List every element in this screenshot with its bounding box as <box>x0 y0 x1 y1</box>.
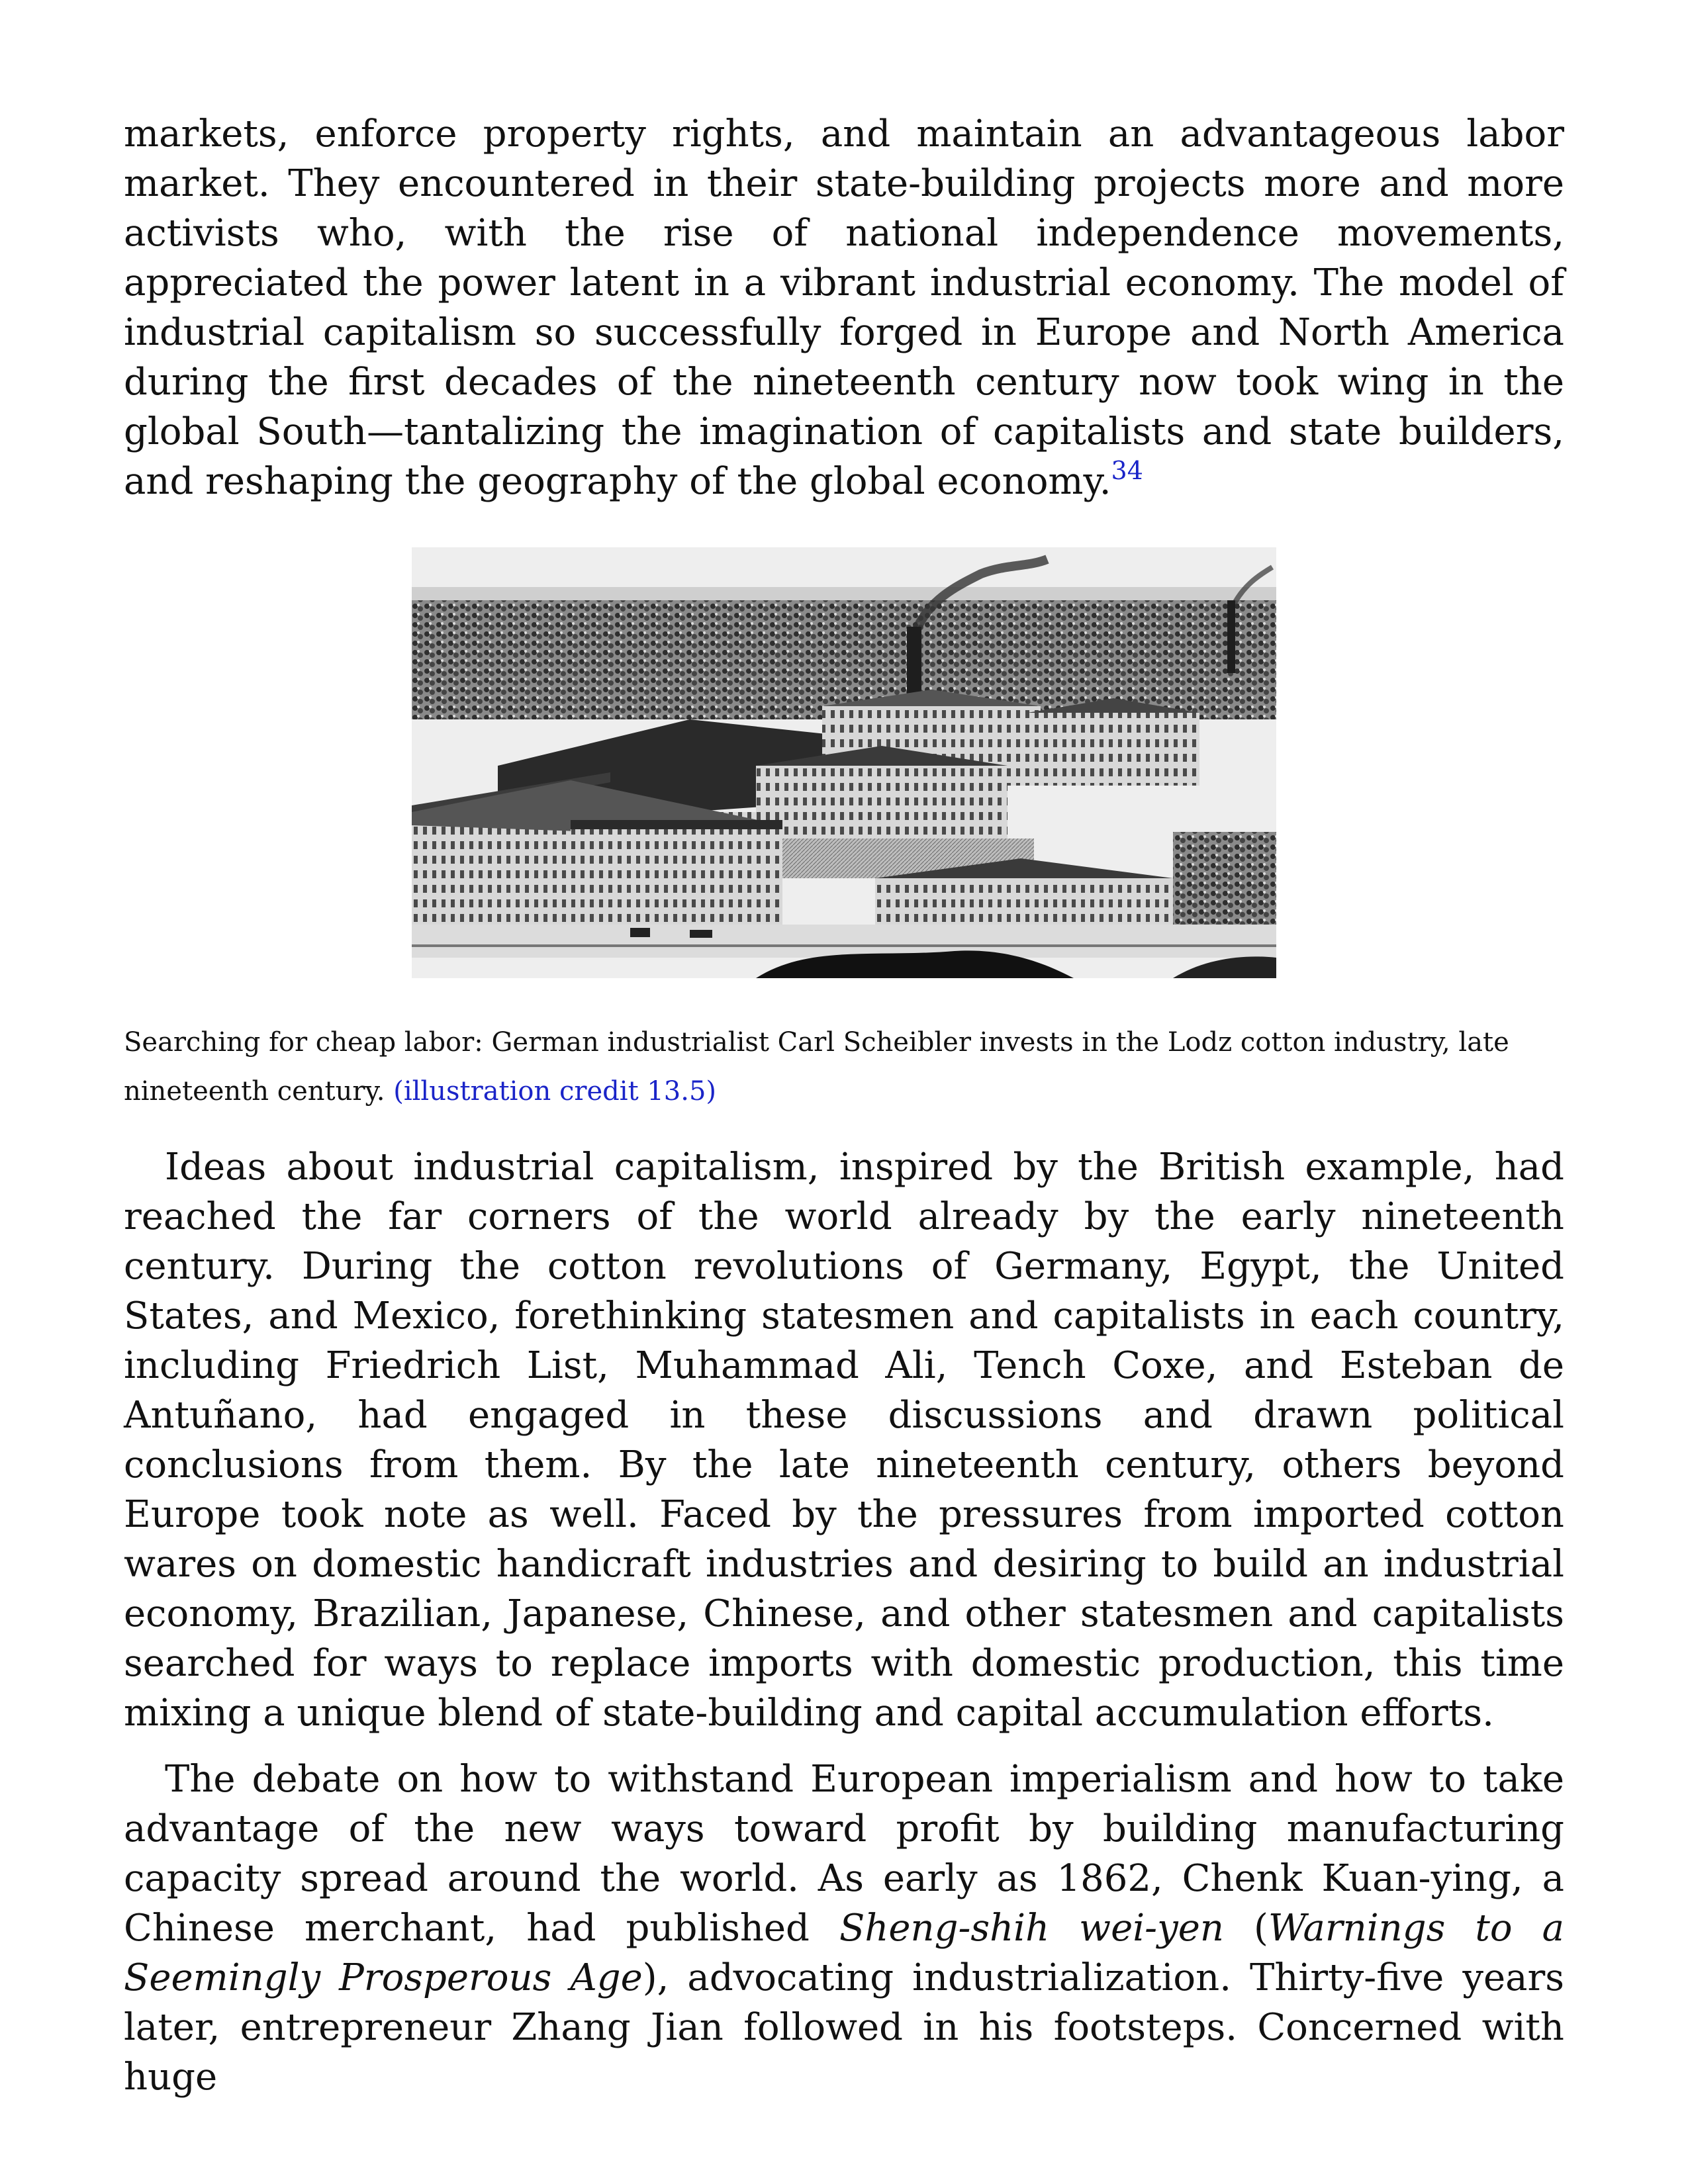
body-paragraph <box>124 109 1564 506</box>
factory-illustration <box>412 547 1276 978</box>
body-paragraph <box>124 1142 1564 1738</box>
footnote-link[interactable]: 34 <box>1111 456 1143 485</box>
book-title-romanized: Sheng-shih wei-yen <box>839 1907 1224 1950</box>
illustration-credit-link[interactable]: (illustration credit 13.5) <box>393 1076 717 1107</box>
paragraph-text: Ideas about industrial capitalism, inspired by the British example, had reached the far corners of the world already by the early nineteenth century. During the cotton revolutions of Germany, Egypt, the United States, and Mexico, forethinking statesmen and capitalists in each country, including Friedrich List, Muhammad Ali, Tench Coxe, and Esteban de Antuñano, had engaged in these discussions and drawn political conclusions from them. By the late nineteenth century, others beyond Europe took note as well. Faced by the pressures from imported cotton wares on domestic handicraft industries and desiring to build an industrial economy, Brazilian, Japanese, Chinese, and other statesmen and capitalists searched for ways to replace imports with domestic production, this time mixing a unique blend of state-building and capital accumulation efforts. <box>124 1146 1564 1735</box>
paragraph-text: ( <box>1223 1907 1268 1950</box>
caption-text: Searching for cheap labor: German industrialist Carl Scheibler invests in the Lodz cotton industry, late nineteenth century. <box>124 1027 1509 1107</box>
factory-engraving-image <box>412 547 1276 978</box>
body-paragraph <box>124 1754 1564 2102</box>
figure-caption <box>124 1018 1564 1116</box>
book-title-english: Warnings to a Seemingly Prosperous Age <box>124 1907 1564 1999</box>
paragraph-text: ), advocating industrialization. Thirty-five years later, entrepreneur Zhang Jian followed in his footsteps. Concerned with huge <box>124 1956 1565 2099</box>
paragraph-text: markets, enforce property rights, and maintain an advantageous labor market. They encountered in their state-building projects more and more activists who, with the rise of national independence movements, appreciated the power latent in a vibrant industrial economy. The model of industrial capitalism so successfully forged in Europe and North America during the first decades of the nineteenth century now took wing in the global South—tantalizing the imagination of capitalists and state builders, and reshaping the geography of the global economy. <box>124 113 1564 503</box>
paragraph-text: The debate on how to withstand European imperialism and how to take advantage of the new ways toward profit by building manufacturing capacity spread around the world. As early as 1862, Chenk Kuan-ying, a Chinese merchant, had published <box>124 1758 1564 1950</box>
